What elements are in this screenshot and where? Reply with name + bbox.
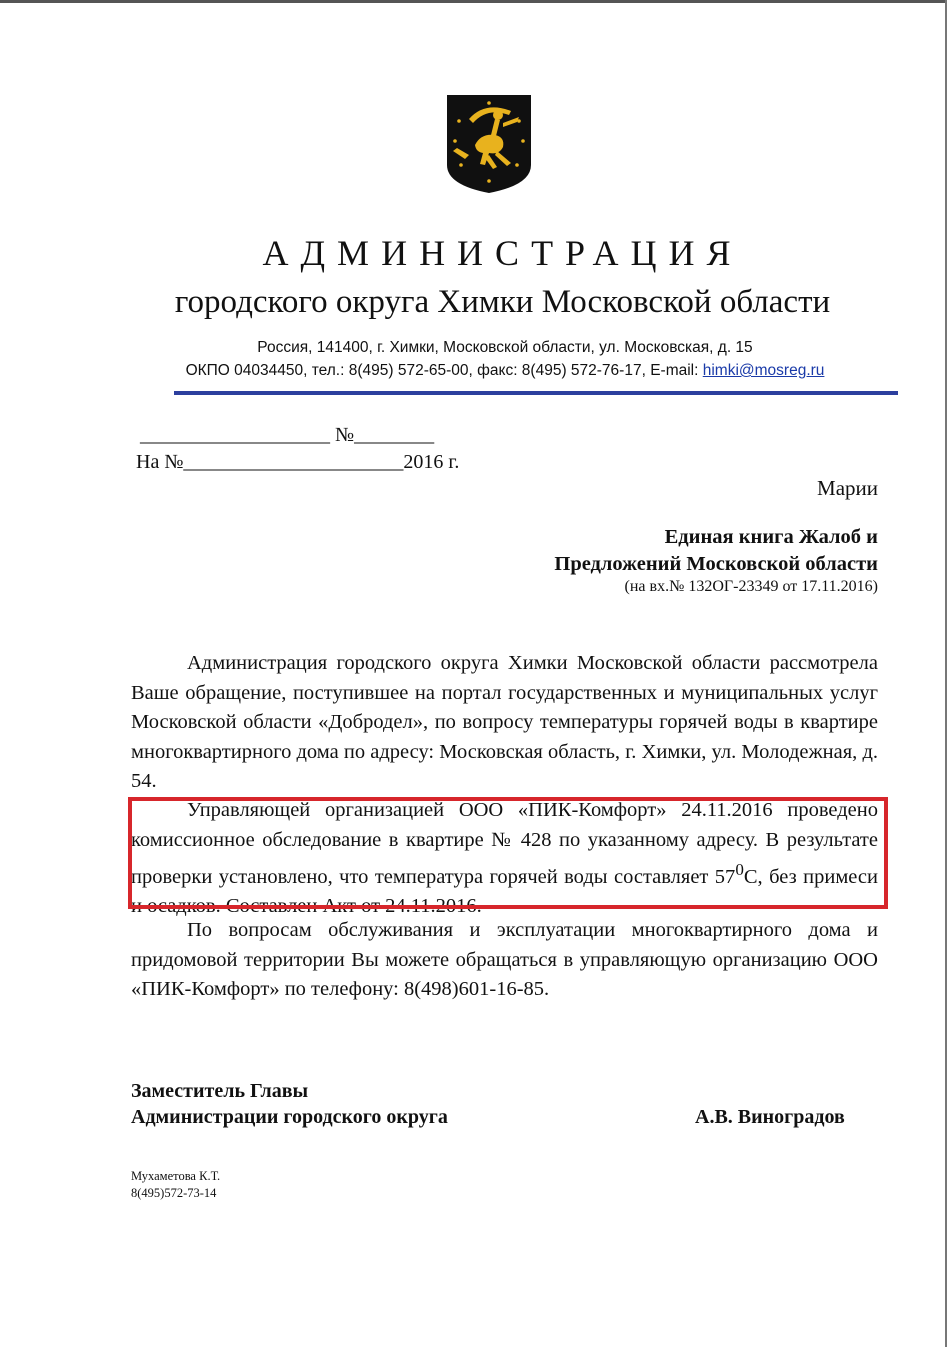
paragraph-1-text: Администрация городского округа Химки Московской области рассмотрела Ваше обращение, поступившее на портал государственных и муниципальных услуг Московской области «Добродел», по вопросу температуры горячей воды в квартире многоквартирного дома по адресу: Московская область, г. Химки, ул. Молодежная, д. 54. (131, 652, 878, 792)
degree-superscript: 0 (735, 860, 744, 879)
signatory-position-1: Заместитель Главы (131, 1080, 309, 1102)
executor-name: Мухаметова К.Т. (131, 1169, 221, 1183)
header-divider (174, 391, 898, 395)
email-link[interactable]: himki@mosreg.ru (702, 362, 825, 379)
contacts-text: ОКПО 04034450, тел.: 8(495) 572-65-00, факс: 8(495) 572-76-17, E-mail: (185, 362, 699, 379)
outgoing-number-line: ___________________ №________ (140, 424, 435, 446)
paragraph-1 (131, 649, 878, 797)
signatory-position-2: Администрации городского округа (131, 1106, 448, 1128)
document-subtitle: городского округа Химки Московской области (174, 284, 831, 320)
recipient-org-line-2: Предложений Московской области (554, 553, 878, 575)
paragraph-2-part-2: С, без примеси и осадков. Составлен Акт от 24.11.2016. (131, 865, 878, 918)
incoming-number-line: На №______________________2016 г. (136, 451, 460, 473)
signatory-name: А.В. Виноградов (695, 1106, 845, 1128)
incoming-reference: (на вх.№ 132ОГ-23349 от 17.11.2016) (624, 578, 878, 595)
paragraph-3-text: По вопросам обслуживания и эксплуатации многоквартирного дома и придомовой территории Вы можете обращаться в управляющую организацию ООО «ПИК-Комфорт» по телефону: 8(498)601-16-85. (131, 919, 878, 1000)
paragraph-3 (131, 916, 878, 1005)
paragraph-2-part-1: Управляющей организацией ООО «ПИК-Комфорт» 24.11.2016 проведено комиссионное обследование в квартире № 428 по указанному адресу. В результате проверки установлено, что температура горячей воды составляет 57 (131, 799, 878, 888)
contacts-line (0, 362, 947, 380)
coat-of-arms-icon (445, 93, 533, 195)
recipient-name: Марии (817, 476, 878, 500)
highlight-box (128, 797, 888, 909)
recipient-org-line-1: Единая книга Жалоб и (664, 526, 878, 548)
address-line: Россия, 141400, г. Химки, Московской области, ул. Московская, д. 15 (257, 339, 753, 356)
document-title: АДМИНИСТРАЦИЯ (262, 233, 743, 273)
executor-phone: 8(495)572-73-14 (131, 1186, 217, 1200)
page-top-border (0, 0, 947, 3)
